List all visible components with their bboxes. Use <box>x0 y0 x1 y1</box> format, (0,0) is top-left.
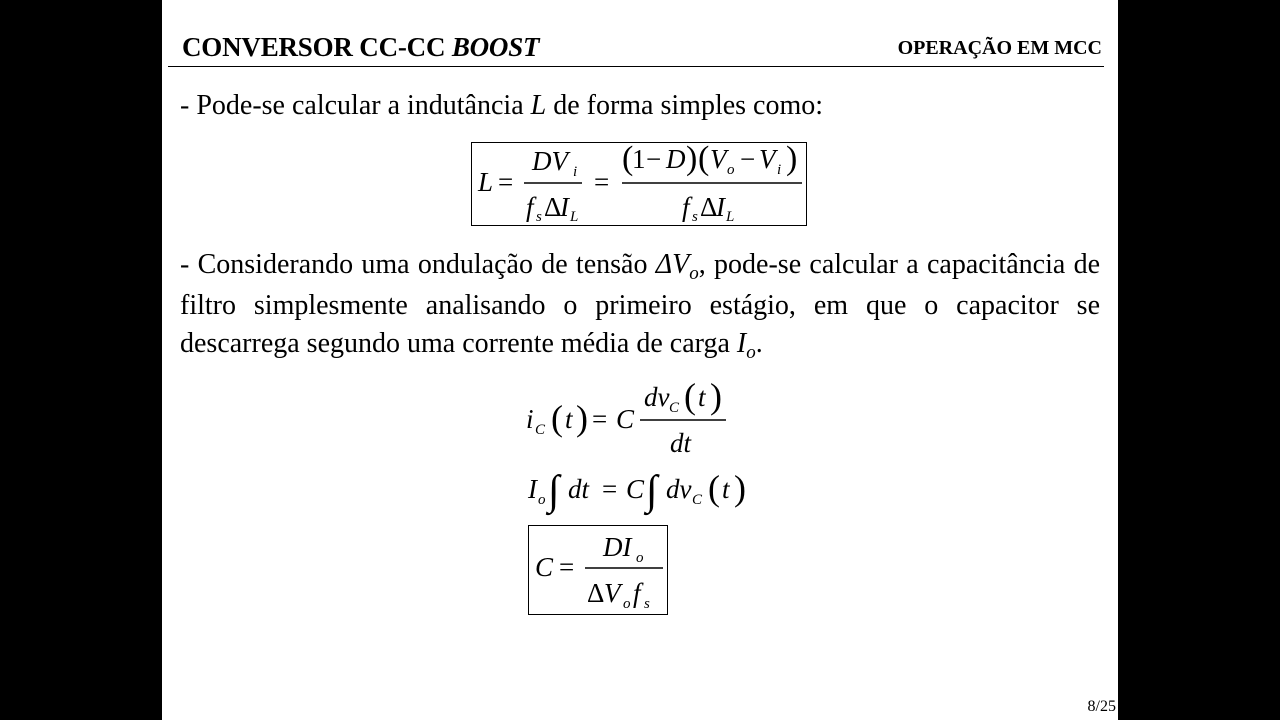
f1-den1-f: f <box>526 192 534 222</box>
e2-dt: dt <box>568 474 590 504</box>
delta-vo-symbol <box>655 249 699 284</box>
f1-minus2: − <box>740 144 756 174</box>
f1-den2-delta: Δ <box>700 192 718 222</box>
f1-den1-I: I <box>560 192 569 222</box>
capacitance-formula-svg <box>529 526 667 614</box>
bullet-capacitance <box>180 246 1100 366</box>
f2-V: V <box>604 578 621 608</box>
f2-V-sub: o <box>623 596 631 612</box>
e2-dv-sub: C <box>692 492 703 508</box>
bullet-inductance-text-after: de forma simples como: <box>546 90 824 121</box>
e1-paren1: ( <box>551 398 563 438</box>
f2-C: C <box>535 552 554 582</box>
f1-den2-L: L <box>726 209 735 225</box>
load-current-sub: o <box>746 342 756 363</box>
load-current-var: I <box>736 328 747 359</box>
f1-eq1: = <box>498 167 514 197</box>
f1-den1-delta: Δ <box>544 192 562 222</box>
e2-t: t <box>722 474 730 504</box>
f1-D: D <box>666 144 686 174</box>
integral-equation <box>522 462 782 518</box>
f1-num1-sub: i <box>573 164 578 180</box>
section-label: OPERAÇÃO EM MCC <box>897 37 1102 59</box>
bullet-inductance <box>180 88 823 124</box>
f1-den2-f: f <box>682 192 690 222</box>
f2-delta: Δ <box>587 578 605 608</box>
e1-dv-sub: C <box>669 400 680 416</box>
e2-integral2: ∫ <box>646 468 658 514</box>
f1-den1-s: s <box>536 209 542 225</box>
title-prefix: CONVERSOR CC-CC <box>182 32 452 62</box>
f2-f: f <box>633 578 641 608</box>
f1-Vo-sub: o <box>727 162 735 178</box>
f1-one: 1 <box>632 144 646 174</box>
e2-paren1: ( <box>708 468 720 508</box>
bullet-inductance-var: L <box>530 90 547 121</box>
e2-paren2: ) <box>734 468 746 508</box>
slide-title <box>182 32 539 63</box>
f1-Vi-sub: i <box>777 162 782 178</box>
f1-L: L <box>478 167 494 197</box>
f2-DI: DI <box>603 532 632 562</box>
title-italic: BOOST <box>451 32 540 62</box>
capacitance-formula <box>528 525 668 615</box>
slide <box>162 0 1118 720</box>
bullet-capacitance-text-a: - Considerando uma ondulação de tensão <box>180 249 656 280</box>
f1-paren1: ( <box>622 143 634 177</box>
bullet-capacitance-text-b: , pode-se calcular a capacitância de filtro simplesmente analisando o primeiro estágio, em que o capacitor se descarrega segundo uma corrente média de carga <box>180 249 1101 359</box>
e2-integral1: ∫ <box>548 468 560 514</box>
page-number: 8/25 <box>1087 698 1116 715</box>
e2-I-sub: o <box>538 492 546 508</box>
f1-num1: DV <box>532 146 568 176</box>
f1-Vo: V <box>710 144 727 174</box>
f1-den2-s: s <box>692 209 698 225</box>
e1-i-sub: C <box>535 422 546 438</box>
f1-paren4: ) <box>786 143 798 177</box>
e1-t2: t <box>698 382 706 412</box>
f2-f-sub: s <box>644 596 650 612</box>
e1-dt: dt <box>670 428 692 458</box>
e1-i: i <box>526 404 534 434</box>
header-divider <box>168 66 1104 67</box>
delta-vo-sub: o <box>689 263 699 284</box>
e2-I: I <box>528 474 537 504</box>
e1-paren3: ( <box>684 376 696 416</box>
e1-dv: dv <box>644 382 670 412</box>
e1-t: t <box>565 404 573 434</box>
capacitor-current-equation <box>522 374 762 458</box>
f1-paren2: ) <box>686 143 698 177</box>
f1-Vi: V <box>759 144 776 174</box>
f1-den1-L: L <box>570 209 579 225</box>
e2-dv: dv <box>666 474 692 504</box>
f2-DI-sub: o <box>636 550 644 566</box>
inductance-formula <box>471 142 807 226</box>
bullet-capacitance-text-c: . <box>755 328 763 359</box>
f1-eq2: = <box>594 167 610 197</box>
e2-eq: = <box>602 474 618 504</box>
e1-C: C <box>616 404 635 434</box>
bullet-inductance-text-before: - Pode-se calcular a indutância <box>180 90 531 121</box>
e1-paren4: ) <box>710 376 722 416</box>
e2-C: C <box>626 474 645 504</box>
e1-paren2: ) <box>576 398 588 438</box>
inductance-formula-svg <box>472 143 806 225</box>
f1-minus1: − <box>646 144 662 174</box>
f1-paren3: ( <box>698 143 710 177</box>
f1-den2-I: I <box>716 192 725 222</box>
delta-vo-var: ΔV <box>655 249 690 280</box>
e1-eq: = <box>592 404 608 434</box>
f2-eq: = <box>559 552 575 582</box>
